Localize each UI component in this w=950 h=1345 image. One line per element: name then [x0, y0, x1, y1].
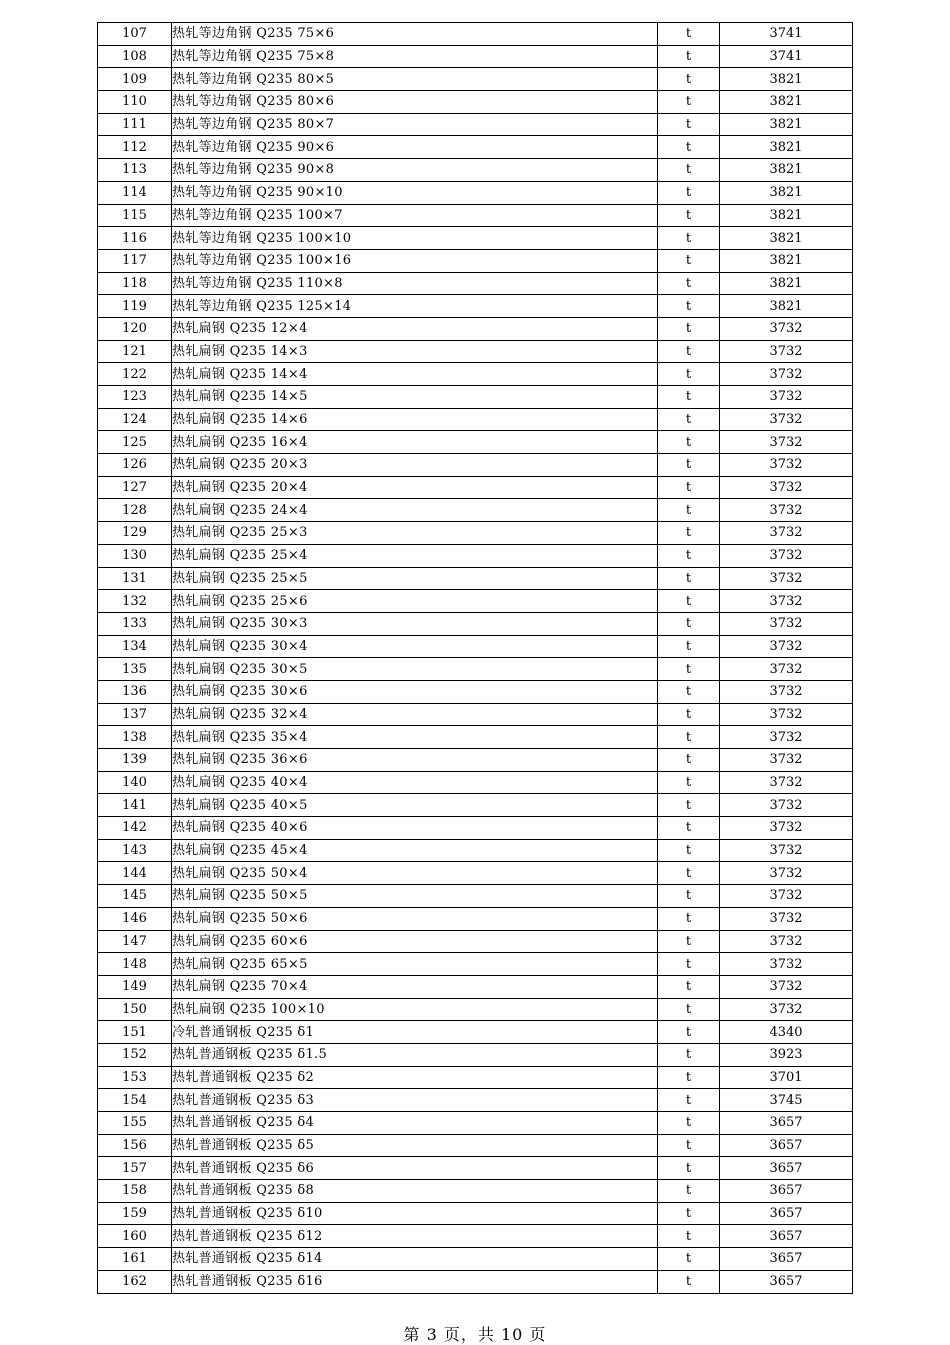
item-name-cell: 热轧扁钢 Q235 25×3 — [172, 522, 658, 545]
price-cell: 3732 — [720, 363, 853, 386]
table-row — [98, 885, 853, 908]
item-name-cell: 热轧扁钢 Q235 14×3 — [172, 340, 658, 363]
price-cell: 3923 — [720, 1043, 853, 1066]
item-number-cell: 138 — [98, 726, 172, 749]
item-number-cell: 154 — [98, 1089, 172, 1112]
item-name-cell: 热轧扁钢 Q235 50×6 — [172, 907, 658, 930]
item-number-cell: 120 — [98, 317, 172, 340]
table-row — [98, 91, 853, 114]
table-row — [98, 1089, 853, 1112]
item-number-cell: 130 — [98, 544, 172, 567]
table-row — [98, 635, 853, 658]
item-number-cell: 126 — [98, 454, 172, 477]
item-name-cell: 热轧扁钢 Q235 100×10 — [172, 998, 658, 1021]
unit-cell: t — [658, 1225, 720, 1248]
item-number-cell: 137 — [98, 703, 172, 726]
table-row — [98, 726, 853, 749]
price-cell: 3732 — [720, 386, 853, 409]
table-row — [98, 1112, 853, 1135]
item-number-cell: 149 — [98, 975, 172, 998]
unit-cell: t — [658, 749, 720, 772]
item-name-cell: 热轧扁钢 Q235 24×4 — [172, 499, 658, 522]
unit-cell: t — [658, 998, 720, 1021]
unit-cell: t — [658, 136, 720, 159]
table-row — [98, 136, 853, 159]
price-cell: 3732 — [720, 635, 853, 658]
item-name-cell: 热轧扁钢 Q235 50×4 — [172, 862, 658, 885]
price-cell: 3732 — [720, 839, 853, 862]
unit-cell: t — [658, 839, 720, 862]
table-row — [98, 113, 853, 136]
table-row — [98, 23, 853, 46]
item-name-cell: 热轧扁钢 Q235 65×5 — [172, 953, 658, 976]
price-table — [97, 22, 853, 1294]
price-cell: 3732 — [720, 862, 853, 885]
unit-cell: t — [658, 885, 720, 908]
unit-cell: t — [658, 1134, 720, 1157]
item-number-cell: 133 — [98, 612, 172, 635]
unit-cell: t — [658, 431, 720, 454]
price-cell: 3732 — [720, 590, 853, 613]
table-row — [98, 907, 853, 930]
table-row — [98, 817, 853, 840]
table-row — [98, 567, 853, 590]
unit-cell: t — [658, 703, 720, 726]
table-row — [98, 1157, 853, 1180]
table-row — [98, 862, 853, 885]
item-name-cell: 热轧扁钢 Q235 45×4 — [172, 839, 658, 862]
unit-cell: t — [658, 1043, 720, 1066]
unit-cell: t — [658, 635, 720, 658]
item-name-cell: 热轧扁钢 Q235 50×5 — [172, 885, 658, 908]
item-number-cell: 110 — [98, 91, 172, 114]
table-row — [98, 1043, 853, 1066]
price-cell: 3732 — [720, 749, 853, 772]
price-cell: 3732 — [720, 726, 853, 749]
unit-cell: t — [658, 590, 720, 613]
item-number-cell: 127 — [98, 476, 172, 499]
price-cell: 3741 — [720, 23, 853, 46]
item-number-cell: 113 — [98, 159, 172, 182]
price-cell: 3732 — [720, 975, 853, 998]
unit-cell: t — [658, 45, 720, 68]
unit-cell: t — [658, 953, 720, 976]
price-cell: 3821 — [720, 295, 853, 318]
unit-cell: t — [658, 454, 720, 477]
table-row — [98, 658, 853, 681]
item-name-cell: 热轧普通钢板 Q235 δ4 — [172, 1112, 658, 1135]
item-name-cell: 冷轧普通钢板 Q235 δ1 — [172, 1021, 658, 1044]
item-number-cell: 129 — [98, 522, 172, 545]
unit-cell: t — [658, 386, 720, 409]
item-number-cell: 147 — [98, 930, 172, 953]
table-row — [98, 953, 853, 976]
price-cell: 3657 — [720, 1157, 853, 1180]
price-cell: 3821 — [720, 91, 853, 114]
table-row — [98, 839, 853, 862]
price-cell: 3732 — [720, 658, 853, 681]
item-name-cell: 热轧扁钢 Q235 14×4 — [172, 363, 658, 386]
item-number-cell: 145 — [98, 885, 172, 908]
item-number-cell: 119 — [98, 295, 172, 318]
table-row — [98, 703, 853, 726]
table-row — [98, 1180, 853, 1203]
item-name-cell: 热轧等边角钢 Q235 75×6 — [172, 23, 658, 46]
item-number-cell: 156 — [98, 1134, 172, 1157]
unit-cell: t — [658, 499, 720, 522]
item-number-cell: 116 — [98, 227, 172, 250]
unit-cell: t — [658, 975, 720, 998]
item-number-cell: 162 — [98, 1270, 172, 1293]
table-row — [98, 386, 853, 409]
price-cell: 3732 — [720, 544, 853, 567]
table-row — [98, 227, 853, 250]
item-name-cell: 热轧扁钢 Q235 70×4 — [172, 975, 658, 998]
unit-cell: t — [658, 23, 720, 46]
table-row — [98, 408, 853, 431]
table-row — [98, 544, 853, 567]
price-cell: 3732 — [720, 431, 853, 454]
price-cell: 4340 — [720, 1021, 853, 1044]
unit-cell: t — [658, 567, 720, 590]
item-number-cell: 139 — [98, 749, 172, 772]
item-name-cell: 热轧等边角钢 Q235 100×7 — [172, 204, 658, 227]
unit-cell: t — [658, 227, 720, 250]
unit-cell: t — [658, 794, 720, 817]
price-cell: 3732 — [720, 499, 853, 522]
table-row — [98, 45, 853, 68]
item-number-cell: 144 — [98, 862, 172, 885]
price-cell: 3821 — [720, 136, 853, 159]
price-cell: 3732 — [720, 998, 853, 1021]
unit-cell: t — [658, 680, 720, 703]
table-row — [98, 272, 853, 295]
item-name-cell: 热轧等边角钢 Q235 90×6 — [172, 136, 658, 159]
item-name-cell: 热轧等边角钢 Q235 100×16 — [172, 249, 658, 272]
price-table-body — [98, 23, 853, 1294]
unit-cell: t — [658, 340, 720, 363]
price-cell: 3732 — [720, 930, 853, 953]
item-number-cell: 121 — [98, 340, 172, 363]
item-name-cell: 热轧扁钢 Q235 36×6 — [172, 749, 658, 772]
table-row — [98, 975, 853, 998]
price-cell: 3657 — [720, 1202, 853, 1225]
item-number-cell: 142 — [98, 817, 172, 840]
price-cell: 3821 — [720, 68, 853, 91]
item-name-cell: 热轧等边角钢 Q235 80×5 — [172, 68, 658, 91]
unit-cell: t — [658, 907, 720, 930]
table-row — [98, 680, 853, 703]
item-number-cell: 143 — [98, 839, 172, 862]
item-name-cell: 热轧扁钢 Q235 32×4 — [172, 703, 658, 726]
price-cell: 3821 — [720, 249, 853, 272]
item-name-cell: 热轧等边角钢 Q235 100×10 — [172, 227, 658, 250]
table-row — [98, 1225, 853, 1248]
item-name-cell: 热轧普通钢板 Q235 δ1.5 — [172, 1043, 658, 1066]
item-number-cell: 146 — [98, 907, 172, 930]
item-name-cell: 热轧普通钢板 Q235 δ6 — [172, 1157, 658, 1180]
price-cell: 3732 — [720, 408, 853, 431]
price-cell: 3732 — [720, 885, 853, 908]
unit-cell: t — [658, 91, 720, 114]
item-name-cell: 热轧扁钢 Q235 40×6 — [172, 817, 658, 840]
unit-cell: t — [658, 658, 720, 681]
unit-cell: t — [658, 1157, 720, 1180]
table-row — [98, 998, 853, 1021]
table-row — [98, 295, 853, 318]
price-cell: 3732 — [720, 907, 853, 930]
item-name-cell: 热轧扁钢 Q235 30×5 — [172, 658, 658, 681]
item-number-cell: 157 — [98, 1157, 172, 1180]
item-number-cell: 140 — [98, 771, 172, 794]
page-number-footer: 第 3 页，共 10 页 — [403, 1325, 547, 1344]
item-name-cell: 热轧普通钢板 Q235 δ16 — [172, 1270, 658, 1293]
item-number-cell: 152 — [98, 1043, 172, 1066]
item-number-cell: 123 — [98, 386, 172, 409]
table-row — [98, 522, 853, 545]
item-number-cell: 132 — [98, 590, 172, 613]
item-number-cell: 112 — [98, 136, 172, 159]
table-row — [98, 159, 853, 182]
price-cell: 3821 — [720, 227, 853, 250]
item-name-cell: 热轧普通钢板 Q235 δ2 — [172, 1066, 658, 1089]
table-row — [98, 340, 853, 363]
unit-cell: t — [658, 1089, 720, 1112]
price-cell: 3732 — [720, 817, 853, 840]
item-number-cell: 134 — [98, 635, 172, 658]
item-name-cell: 热轧扁钢 Q235 25×4 — [172, 544, 658, 567]
item-name-cell: 热轧等边角钢 Q235 80×6 — [172, 91, 658, 114]
item-name-cell: 热轧扁钢 Q235 14×6 — [172, 408, 658, 431]
item-name-cell: 热轧扁钢 Q235 30×4 — [172, 635, 658, 658]
unit-cell: t — [658, 181, 720, 204]
price-cell: 3732 — [720, 794, 853, 817]
unit-cell: t — [658, 1180, 720, 1203]
item-number-cell: 161 — [98, 1248, 172, 1271]
item-name-cell: 热轧扁钢 Q235 40×4 — [172, 771, 658, 794]
item-name-cell: 热轧扁钢 Q235 30×3 — [172, 612, 658, 635]
table-row — [98, 794, 853, 817]
item-name-cell: 热轧等边角钢 Q235 125×14 — [172, 295, 658, 318]
table-row — [98, 317, 853, 340]
item-number-cell: 159 — [98, 1202, 172, 1225]
price-cell: 3732 — [720, 612, 853, 635]
item-number-cell: 136 — [98, 680, 172, 703]
table-row — [98, 363, 853, 386]
item-name-cell: 热轧扁钢 Q235 20×3 — [172, 454, 658, 477]
item-name-cell: 热轧扁钢 Q235 35×4 — [172, 726, 658, 749]
unit-cell: t — [658, 113, 720, 136]
unit-cell: t — [658, 68, 720, 91]
table-row — [98, 1248, 853, 1271]
table-row — [98, 68, 853, 91]
table-row — [98, 1270, 853, 1293]
table-row — [98, 771, 853, 794]
unit-cell: t — [658, 817, 720, 840]
item-number-cell: 141 — [98, 794, 172, 817]
unit-cell: t — [658, 1066, 720, 1089]
table-row — [98, 1021, 853, 1044]
price-cell: 3732 — [720, 953, 853, 976]
item-name-cell: 热轧等边角钢 Q235 110×8 — [172, 272, 658, 295]
item-number-cell: 131 — [98, 567, 172, 590]
price-cell: 3732 — [720, 522, 853, 545]
unit-cell: t — [658, 476, 720, 499]
unit-cell: t — [658, 1112, 720, 1135]
price-cell: 3657 — [720, 1270, 853, 1293]
item-name-cell: 热轧扁钢 Q235 16×4 — [172, 431, 658, 454]
price-cell: 3741 — [720, 45, 853, 68]
price-cell: 3821 — [720, 159, 853, 182]
unit-cell: t — [658, 272, 720, 295]
price-cell: 3821 — [720, 204, 853, 227]
table-row — [98, 1134, 853, 1157]
item-number-cell: 109 — [98, 68, 172, 91]
price-cell: 3732 — [720, 771, 853, 794]
unit-cell: t — [658, 363, 720, 386]
unit-cell: t — [658, 522, 720, 545]
table-row — [98, 749, 853, 772]
item-number-cell: 124 — [98, 408, 172, 431]
price-cell: 3821 — [720, 181, 853, 204]
price-cell: 3732 — [720, 317, 853, 340]
item-name-cell: 热轧普通钢板 Q235 δ12 — [172, 1225, 658, 1248]
table-row — [98, 1066, 853, 1089]
item-number-cell: 118 — [98, 272, 172, 295]
price-cell: 3732 — [720, 680, 853, 703]
unit-cell: t — [658, 317, 720, 340]
item-number-cell: 150 — [98, 998, 172, 1021]
item-name-cell: 热轧普通钢板 Q235 δ8 — [172, 1180, 658, 1203]
table-row — [98, 181, 853, 204]
price-cell: 3657 — [720, 1134, 853, 1157]
item-number-cell: 148 — [98, 953, 172, 976]
item-number-cell: 115 — [98, 204, 172, 227]
item-number-cell: 153 — [98, 1066, 172, 1089]
item-number-cell: 107 — [98, 23, 172, 46]
price-cell: 3732 — [720, 703, 853, 726]
item-name-cell: 热轧等边角钢 Q235 75×8 — [172, 45, 658, 68]
item-name-cell: 热轧普通钢板 Q235 δ10 — [172, 1202, 658, 1225]
table-row — [98, 431, 853, 454]
item-name-cell: 热轧等边角钢 Q235 80×7 — [172, 113, 658, 136]
table-row — [98, 476, 853, 499]
item-number-cell: 151 — [98, 1021, 172, 1044]
table-row — [98, 204, 853, 227]
price-cell: 3821 — [720, 272, 853, 295]
item-number-cell: 125 — [98, 431, 172, 454]
table-row — [98, 590, 853, 613]
price-cell: 3657 — [720, 1112, 853, 1135]
item-name-cell: 热轧等边角钢 Q235 90×8 — [172, 159, 658, 182]
unit-cell: t — [658, 1248, 720, 1271]
unit-cell: t — [658, 612, 720, 635]
table-row — [98, 499, 853, 522]
item-name-cell: 热轧扁钢 Q235 25×5 — [172, 567, 658, 590]
unit-cell: t — [658, 771, 720, 794]
unit-cell: t — [658, 159, 720, 182]
unit-cell: t — [658, 1270, 720, 1293]
price-cell: 3821 — [720, 113, 853, 136]
item-name-cell: 热轧等边角钢 Q235 90×10 — [172, 181, 658, 204]
item-number-cell: 158 — [98, 1180, 172, 1203]
price-cell: 3657 — [720, 1248, 853, 1271]
item-number-cell: 128 — [98, 499, 172, 522]
item-name-cell: 热轧普通钢板 Q235 δ3 — [172, 1089, 658, 1112]
price-cell: 3732 — [720, 567, 853, 590]
item-number-cell: 114 — [98, 181, 172, 204]
item-number-cell: 108 — [98, 45, 172, 68]
item-name-cell: 热轧扁钢 Q235 40×5 — [172, 794, 658, 817]
table-row — [98, 249, 853, 272]
item-name-cell: 热轧扁钢 Q235 25×6 — [172, 590, 658, 613]
price-cell: 3732 — [720, 454, 853, 477]
unit-cell: t — [658, 204, 720, 227]
item-number-cell: 155 — [98, 1112, 172, 1135]
item-name-cell: 热轧扁钢 Q235 30×6 — [172, 680, 658, 703]
price-cell: 3657 — [720, 1225, 853, 1248]
unit-cell: t — [658, 726, 720, 749]
table-row — [98, 454, 853, 477]
unit-cell: t — [658, 408, 720, 431]
item-number-cell: 117 — [98, 249, 172, 272]
unit-cell: t — [658, 930, 720, 953]
price-cell: 3732 — [720, 340, 853, 363]
unit-cell: t — [658, 1021, 720, 1044]
item-name-cell: 热轧普通钢板 Q235 δ5 — [172, 1134, 658, 1157]
item-name-cell: 热轧扁钢 Q235 20×4 — [172, 476, 658, 499]
item-name-cell: 热轧扁钢 Q235 14×5 — [172, 386, 658, 409]
table-row — [98, 930, 853, 953]
unit-cell: t — [658, 249, 720, 272]
unit-cell: t — [658, 1202, 720, 1225]
item-number-cell: 135 — [98, 658, 172, 681]
price-cell: 3745 — [720, 1089, 853, 1112]
item-name-cell: 热轧扁钢 Q235 12×4 — [172, 317, 658, 340]
unit-cell: t — [658, 544, 720, 567]
item-name-cell: 热轧扁钢 Q235 60×6 — [172, 930, 658, 953]
unit-cell: t — [658, 862, 720, 885]
item-number-cell: 122 — [98, 363, 172, 386]
unit-cell: t — [658, 295, 720, 318]
price-cell: 3701 — [720, 1066, 853, 1089]
price-cell: 3657 — [720, 1180, 853, 1203]
item-number-cell: 111 — [98, 113, 172, 136]
table-row — [98, 612, 853, 635]
item-name-cell: 热轧普通钢板 Q235 δ14 — [172, 1248, 658, 1271]
table-row — [98, 1202, 853, 1225]
item-number-cell: 160 — [98, 1225, 172, 1248]
price-cell: 3732 — [720, 476, 853, 499]
